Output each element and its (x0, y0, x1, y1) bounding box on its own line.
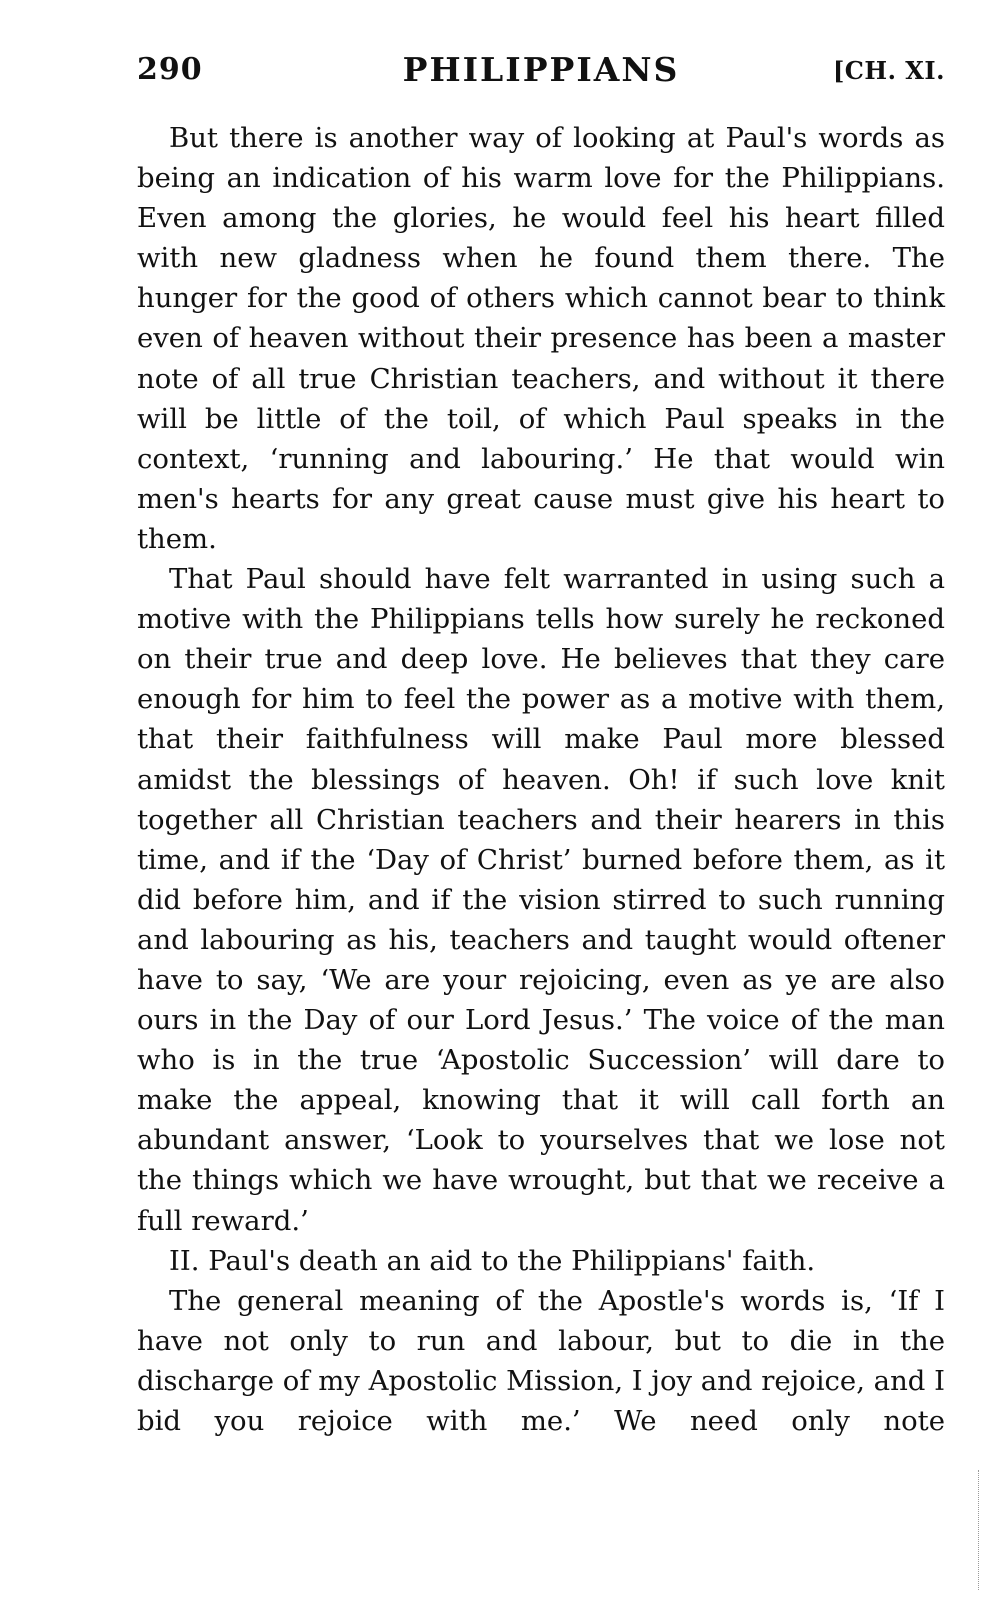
scan-edge-mark (978, 1470, 981, 1590)
paragraph: That Paul should have felt warranted in using such a motive with the Philippians tells how surely he reckoned on their true and deep love. He believes that they care enough for him to feel the power as a motive with them, that their faithfulness will make Paul more blessed amidst the blessings of heaven. Oh! if such love knit together all Christian teachers and their hearers in this time, and if the ‘Day of Christ’ burned before them, as it did before him, and if the vision stirred to such running and labouring as his, teachers and taught would oftener have to say, ‘We are your rejoicing, even as ye are also ours in the Day of our Lord Jesus.’ The voice of the man who is in the true ‘Apostolic Succession’ will dare to make the appeal, knowing that it will call forth an abundant answer, ‘Look to yourselves that we lose not the things which we have wrought, but that we receive a full reward.’ (137, 563, 945, 1237)
running-title: PHILIPPIANS (402, 50, 680, 89)
paragraph: But there is another way of looking at Paul's words as being an indication of his warm love for the Philippians. Even among the glories, he would feel his heart filled with new gladness when he found them there. The hunger for the good of others which cannot bear to think even of heaven without their presence has been a master note of all true Christian teachers, and without it there will be little of the toil, of which Paul speaks in the context, ‘running and labouring.’ He that would win men's hearts for any great cause must give his heart to them. (137, 122, 945, 555)
body-text (137, 118, 945, 1441)
paragraph: The general meaning of the Apostle's words is, ‘If I have not only to run and labour, but to die in the discharge of my Apostolic Mission, I joy and rejoice, and I bid you rejoice with me.’ We need only note (137, 1284, 946, 1437)
chapter-reference: [CH. XI. (832, 56, 945, 85)
page-header (137, 52, 945, 102)
page-number: 290 (137, 52, 203, 87)
section-heading: II. Paul's death an aid to the Philippians' faith. (169, 1244, 816, 1277)
